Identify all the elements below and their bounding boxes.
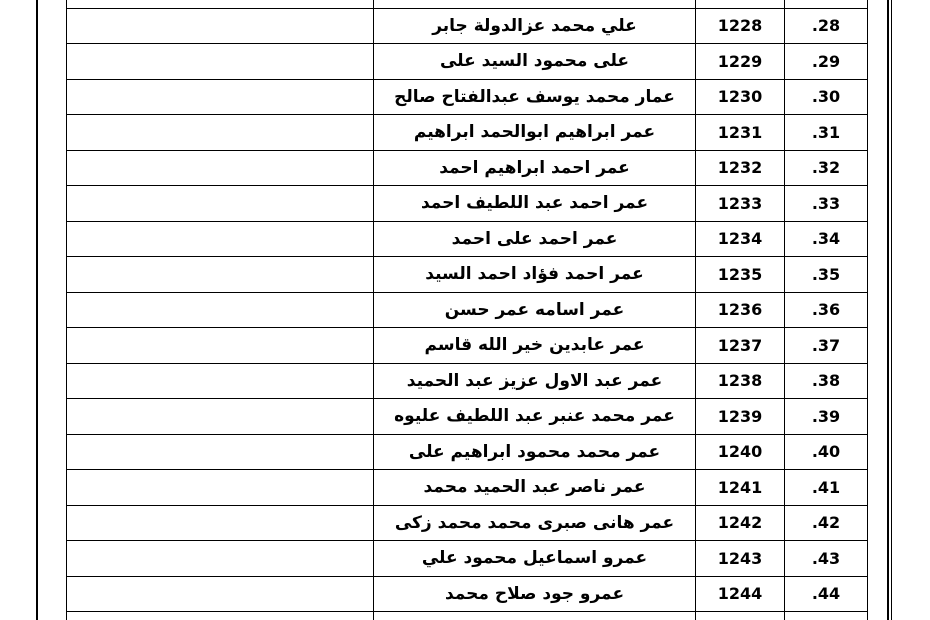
empty-cell	[67, 221, 374, 257]
row-index-cell	[785, 505, 868, 541]
row-index-cell	[785, 0, 868, 8]
row-index-cell	[785, 44, 868, 80]
table-row	[67, 257, 868, 293]
page-border-left	[36, 0, 38, 620]
student-name-cell: عمر احمد ابراهيم احمد	[374, 150, 696, 186]
seat-number-cell: 1244	[696, 576, 785, 612]
page-border-right	[887, 0, 889, 620]
student-name-cell	[374, 0, 696, 8]
row-index-label: .44	[811, 584, 841, 604]
seat-number-cell: 1230	[696, 79, 785, 115]
seat-number-cell: 1243	[696, 541, 785, 577]
row-index-label: .30	[811, 87, 841, 107]
table-row	[67, 612, 868, 620]
empty-cell	[67, 0, 374, 8]
row-index-label: .39	[811, 406, 841, 426]
empty-cell	[67, 150, 374, 186]
seat-number-cell: 1228	[696, 8, 785, 44]
seat-number-cell	[696, 612, 785, 620]
student-name-cell: عمر هانى صبرى محمد محمد زكى	[374, 505, 696, 541]
row-index-cell	[785, 115, 868, 151]
student-name-cell: عمر محمد محمود ابراهيم على	[374, 434, 696, 470]
roster-table-body	[67, 0, 868, 620]
table-row	[67, 44, 868, 80]
empty-cell	[67, 115, 374, 151]
page-border-right-inner	[891, 0, 892, 620]
student-name-cell: عمر عبد الاول عزيز عبد الحميد	[374, 363, 696, 399]
row-index-label: .41	[811, 477, 841, 497]
student-name-cell: عمر ناصر عبد الحميد محمد	[374, 470, 696, 506]
row-index-label: .34	[811, 229, 841, 249]
row-index-label: .35	[811, 264, 841, 284]
empty-cell	[67, 576, 374, 612]
row-index-cell	[785, 470, 868, 506]
seat-number-cell: 1229	[696, 44, 785, 80]
row-index-label: .28	[811, 16, 841, 36]
table-row	[67, 221, 868, 257]
empty-cell	[67, 612, 374, 620]
seat-number-cell: 1237	[696, 328, 785, 364]
empty-cell	[67, 79, 374, 115]
empty-cell	[67, 8, 374, 44]
seat-number-cell: 1241	[696, 470, 785, 506]
seat-number-cell: 1239	[696, 399, 785, 435]
seat-number-cell: 1242	[696, 505, 785, 541]
row-index-label: .36	[811, 300, 841, 320]
row-index-label: .43	[811, 548, 841, 568]
student-name-cell: عمرو اسماعيل محمود علي	[374, 541, 696, 577]
row-index-cell	[785, 292, 868, 328]
student-name-cell	[374, 612, 696, 620]
row-index-label: .40	[811, 442, 841, 462]
seat-number-cell: 1238	[696, 363, 785, 399]
student-name-cell: علي محمد عزالدولة جابر	[374, 8, 696, 44]
seat-number-cell: 1236	[696, 292, 785, 328]
seat-number-cell: 1240	[696, 434, 785, 470]
student-name-cell: عمرو جود صلاح محمد	[374, 576, 696, 612]
row-index-cell	[785, 612, 868, 620]
student-name-cell: عمار محمد يوسف عبدالفتاح صالح	[374, 79, 696, 115]
row-index-label: .31	[811, 122, 841, 142]
table-row	[67, 434, 868, 470]
row-index-cell	[785, 221, 868, 257]
table-row	[67, 328, 868, 364]
seat-number-cell: 1231	[696, 115, 785, 151]
table-row	[67, 186, 868, 222]
student-name-cell: عمر اسامه عمر حسن	[374, 292, 696, 328]
empty-cell	[67, 44, 374, 80]
row-index-cell	[785, 363, 868, 399]
table-row	[67, 576, 868, 612]
empty-cell	[67, 328, 374, 364]
row-index-cell	[785, 328, 868, 364]
empty-cell	[67, 434, 374, 470]
row-index-cell	[785, 150, 868, 186]
table-row	[67, 79, 868, 115]
row-index-label: .32	[811, 158, 841, 178]
empty-cell	[67, 470, 374, 506]
seat-number-cell: 1235	[696, 257, 785, 293]
empty-cell	[67, 505, 374, 541]
table-row	[67, 363, 868, 399]
student-name-cell: عمر احمد على احمد	[374, 221, 696, 257]
row-index-label: .38	[811, 371, 841, 391]
empty-cell	[67, 186, 374, 222]
student-name-cell: عمر احمد عبد اللطيف احمد	[374, 186, 696, 222]
empty-cell	[67, 541, 374, 577]
table-row	[67, 115, 868, 151]
empty-cell	[67, 363, 374, 399]
row-index-label: .37	[811, 335, 841, 355]
student-name-cell: عمر احمد فؤاد احمد السيد	[374, 257, 696, 293]
roster-table	[66, 0, 868, 620]
empty-cell	[67, 292, 374, 328]
row-index-label: .33	[811, 193, 841, 213]
seat-number-cell: 1234	[696, 221, 785, 257]
table-row	[67, 399, 868, 435]
row-index-cell	[785, 434, 868, 470]
table-row	[67, 0, 868, 8]
row-index-cell	[785, 541, 868, 577]
table-row	[67, 505, 868, 541]
row-index-cell	[785, 576, 868, 612]
seat-number-cell	[696, 0, 785, 8]
seat-number-cell: 1233	[696, 186, 785, 222]
table-row	[67, 541, 868, 577]
table-row	[67, 150, 868, 186]
row-index-cell	[785, 257, 868, 293]
seat-number-cell: 1232	[696, 150, 785, 186]
table-row	[67, 470, 868, 506]
student-name-cell: عمر محمد عنبر عبد اللطيف عليوه	[374, 399, 696, 435]
table-row	[67, 8, 868, 44]
student-name-cell: عمر عابدين خير الله قاسم	[374, 328, 696, 364]
row-index-label: .29	[811, 51, 841, 71]
empty-cell	[67, 257, 374, 293]
table-row	[67, 292, 868, 328]
row-index-cell	[785, 8, 868, 44]
student-name-cell: عمر ابراهيم ابوالحمد ابراهيم	[374, 115, 696, 151]
student-name-cell: على محمود السيد على	[374, 44, 696, 80]
row-index-cell	[785, 186, 868, 222]
empty-cell	[67, 399, 374, 435]
row-index-label: .42	[811, 513, 841, 533]
row-index-cell	[785, 79, 868, 115]
row-index-cell	[785, 399, 868, 435]
